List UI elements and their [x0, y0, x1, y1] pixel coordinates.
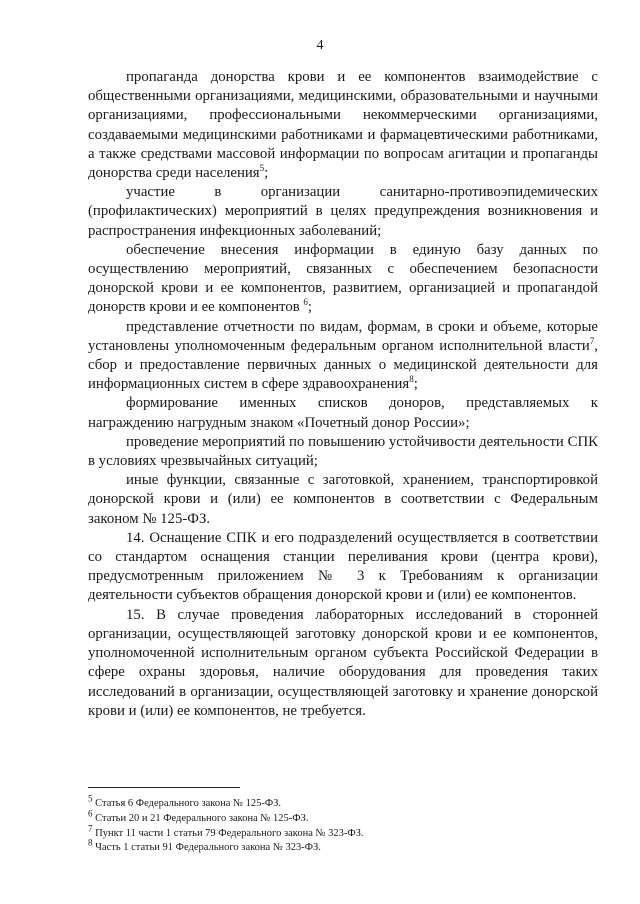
paragraph-emergency: проведение мероприятий по повышению устойчивости деятельности СПК в условиях чрезвычайных ситуаций; [88, 433, 598, 470]
footnotes [88, 793, 598, 856]
footnote-item: $^6$ Статьи 20 и 21 Федерального закона № 125-ФЗ. [88, 808, 309, 824]
paragraph-other-functions: иные функции, связанные с заготовкой, хранением, транспортировкой донорской крови и (или) ее компонентов в соответствии с Федеральным законом № 125-ФЗ. [88, 472, 598, 527]
footnote-ref: 8 [409, 374, 414, 385]
paragraph-sanitary-measures: участие в организации санитарно-противоэпидемических (профилактических) мероприятий в целях предупреждения возникновения и распространения инфекционных заболеваний; [88, 184, 598, 239]
paragraph-database: обеспечение внесения информации в единую базу данных по осуществлению мероприятий, связанных с обеспечением безопасности донорской крови и ее компонентов, развитием, организацией и пропагандой донорств крови и ее компонентов $^6$; [88, 241, 598, 316]
footnote-ref: 7 [589, 335, 595, 346]
paragraph-item-14: 14. Оснащение СПК и его подразделений осуществляется в соответствии со стандартом оснащения станции переливания крови (центра крови), предусмотренным приложением № 3 к Требованиям к организации деятельности субъектов обращения донорской крови и (или) ее компонентов. [88, 529, 598, 604]
paragraph-reporting: представление отчетности по видам, формам, в сроки и объеме, которые установлены уполномоченным федеральным органом исполнительной власти$^7$, сбор и предоставление первичных данных о медицинской деятельности для информационных систем в сфере здравоохранения$^8$; [88, 318, 598, 393]
paragraph-item-15: 15. В случае проведения лабораторных исследований в сторонней организации, осуществляющей заготовку донорской крови и ее компонентов, уполномоченной исполнительным органом субъекта Российской Федерации в сфере охраны здоровья, наличие оборудования для проведения таких исследований в организации, осуществляющей заготовку и хранение донорской крови и (или) ее компонентов, не требуется. [88, 606, 598, 719]
footnote-item: $^8$ Часть 1 статьи 91 Федерального закона № 323-ФЗ. [88, 837, 321, 854]
footnote-ref: 5 [259, 163, 265, 174]
body-text [88, 68, 598, 721]
footnote-item: $^7$ Пункт 11 части 1 статьи 79 Федерального закона № 323-ФЗ. [88, 823, 364, 839]
paragraph-donor-lists: формирование именных списков доноров, представляемых к награждению нагрудным знаком «Почетный донор России»; [88, 395, 598, 431]
footnote-divider [88, 787, 240, 788]
page-number: 4 [316, 38, 324, 53]
footnote-item: $^5$ Статья 6 Федерального закона № 125-ФЗ. [88, 793, 282, 809]
paragraph-propaganda: пропаганда донорства крови и ее компонентов взаимодействие с общественными организациями, медицинскими, образовательными и научными организациями, профессиональными некоммерческими организациями, создаваемыми медицинскими работниками и фармацевтическими работниками, а также средствами массовой информации по вопросам агитации и пропаганды донорства среди населения$^5$; [88, 69, 598, 182]
footnote-ref: 6 [303, 297, 308, 308]
